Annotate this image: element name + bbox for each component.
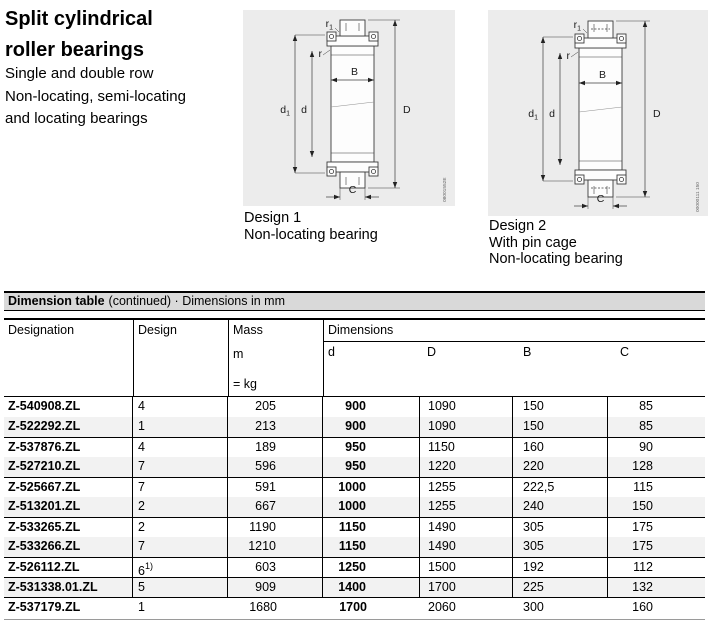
cell-D: 1255	[420, 478, 513, 497]
cell-C: 160	[632, 600, 653, 614]
figure2-caption-line: Non-locating bearing	[489, 251, 623, 267]
cell-D: 2060	[428, 600, 456, 614]
table-row	[4, 437, 705, 457]
header-mass: Mass	[233, 323, 263, 337]
table-row	[4, 477, 705, 497]
figure1-caption-line: Non-locating bearing	[244, 226, 378, 243]
cell-designation: Z-537179.ZL	[8, 600, 81, 614]
table-row	[4, 397, 705, 417]
cell-designation: Z-531338.01.ZL	[4, 578, 133, 597]
cell-design: 2	[133, 497, 228, 517]
table-row	[4, 417, 705, 437]
figure1-caption	[244, 210, 378, 243]
cell-D: 1090	[420, 417, 513, 437]
cell-design: 4	[133, 438, 228, 457]
cell-C: 115	[633, 480, 653, 494]
cell-design: 7	[133, 537, 228, 557]
table-bottom-rule	[4, 619, 705, 620]
table-header	[4, 318, 705, 396]
cell-designation: Z-537876.ZL	[4, 438, 133, 457]
cell-D: 1490	[420, 518, 513, 537]
cell-d: 950	[323, 438, 420, 457]
cell-C: 85	[639, 419, 653, 433]
figure-watermark-id: 08001552E	[443, 177, 448, 202]
cell-designation: Z-533266.ZL	[4, 537, 133, 557]
cell-d: 900	[323, 397, 420, 417]
design-footnote-marker: 1)	[144, 561, 153, 571]
cell-designation: Z-522292.ZL	[4, 417, 133, 437]
cell-d: 1700	[339, 600, 367, 614]
cell-C: 150	[632, 499, 653, 513]
column-divider	[323, 320, 324, 396]
cell-d: 1000	[323, 497, 420, 517]
dimensions-underline	[323, 341, 705, 342]
table-row	[4, 457, 705, 477]
cell-B: 220	[513, 457, 608, 477]
cell-B: 225	[513, 578, 608, 597]
cell-d: 1150	[323, 537, 420, 557]
cell-mass: 596	[228, 457, 323, 477]
cell-mass: 591	[228, 478, 323, 497]
table-row	[4, 597, 705, 617]
table-row	[4, 497, 705, 517]
table-row	[4, 577, 705, 597]
header-designation: Designation	[8, 323, 75, 337]
cell-designation: Z-540908.ZL	[4, 397, 133, 417]
cell-B: 240	[513, 497, 608, 517]
cell-D: 1490	[420, 537, 513, 557]
cell-C: 175	[632, 539, 653, 553]
cell-d: 1000	[323, 478, 420, 497]
svg-text:r: r	[566, 50, 570, 62]
cell-d: 1400	[323, 578, 420, 597]
cell-designation: Z-525667.ZL	[4, 478, 133, 497]
cell-C: 85	[639, 399, 653, 413]
cell-mass: 189	[228, 438, 323, 457]
bearing-diagram-design-2	[488, 10, 708, 216]
column-divider	[228, 320, 229, 396]
svg-text:C: C	[348, 184, 357, 196]
page-title-line2: roller bearings	[5, 39, 144, 61]
table-body	[4, 396, 705, 617]
cell-design: 6$^{1)}$	[133, 558, 228, 577]
cell-design: 4	[133, 397, 228, 417]
cell-designation: Z-513201.ZL	[4, 497, 133, 517]
header-mass-unit: = kg	[233, 377, 257, 391]
svg-text:r: r	[318, 48, 322, 60]
table-row	[4, 557, 705, 577]
table-row	[4, 517, 705, 537]
cell-mass: 1210	[228, 537, 323, 557]
header-mass-symbol: m	[233, 347, 244, 361]
cell-B: 300	[523, 600, 544, 614]
header-dimensions: Dimensions	[328, 323, 394, 337]
cell-B: 222,5	[513, 478, 608, 497]
cell-mass: 667	[228, 497, 323, 517]
cell-design: 1	[133, 417, 228, 437]
cell-B: 305	[513, 518, 608, 537]
cell-design: 2	[133, 518, 228, 537]
cell-D: 1500	[420, 558, 513, 577]
figure-panel-design-2	[488, 10, 708, 216]
svg-text:d1: $d_1$	[528, 108, 538, 122]
cell-mass: 213	[228, 417, 323, 437]
cell-C: 90	[639, 440, 653, 454]
figure2-caption-line: Design 2	[489, 218, 547, 234]
svg-text:d1: $d_1$	[280, 104, 290, 118]
cell-D: 1090	[420, 397, 513, 417]
cell-designation: Z-527210.ZL	[4, 457, 133, 477]
band-title: Dimension table	[8, 294, 105, 308]
cell-d: 950	[323, 457, 420, 477]
cell-d: 900	[323, 417, 420, 437]
figure-panel-design-1	[243, 10, 455, 206]
cell-C: 128	[632, 459, 653, 473]
cell-mass: 1190	[228, 518, 323, 537]
cell-mass: 603	[228, 558, 323, 577]
cell-C: 175	[632, 520, 653, 534]
cell-design: 7	[133, 457, 228, 477]
cell-B: 192	[513, 558, 608, 577]
cell-designation: Z-526112.ZL	[4, 558, 133, 577]
dimension-table-band	[4, 291, 705, 311]
header-design: Design	[138, 323, 177, 337]
svg-text:B: B	[350, 66, 359, 78]
svg-text:D: D	[403, 104, 411, 116]
figure1-caption-line: Design 1	[244, 210, 302, 226]
cell-mass: 205	[228, 397, 323, 417]
cell-design: 1	[138, 600, 145, 614]
cell-design: 5	[133, 578, 228, 597]
subtitle-line: Non-locating, semi-locating	[5, 87, 186, 105]
page-title-line1: Split cylindrical	[5, 8, 153, 30]
cell-C: 132	[632, 580, 653, 594]
cell-D: 1150	[420, 438, 513, 457]
cell-B: 150	[513, 417, 608, 437]
header-C: C	[620, 345, 630, 359]
svg-text:C: C	[596, 193, 605, 205]
cell-d: 1150	[323, 518, 420, 537]
bearing-diagram-design-1	[243, 10, 455, 206]
cell-d: 1250	[323, 558, 420, 577]
svg-text:r1: $r_1$	[325, 18, 333, 32]
subtitle-line: and locating bearings	[5, 110, 148, 127]
subtitle-line: Single and double row	[5, 65, 154, 82]
svg-text:d: d	[301, 104, 307, 116]
svg-text:r1: $r_1$	[573, 19, 581, 33]
cell-designation: Z-533265.ZL	[4, 518, 133, 537]
column-divider	[133, 320, 134, 396]
cell-mass: 909	[228, 578, 323, 597]
cell-mass: 1680	[249, 600, 277, 614]
figure2-caption	[489, 218, 623, 268]
cell-D: 1255	[420, 497, 513, 517]
figure-watermark-id: 00000111 150	[696, 182, 701, 212]
cell-C: 112	[633, 560, 653, 574]
svg-text:B: B	[598, 69, 607, 81]
cell-B: 305	[513, 537, 608, 557]
cell-B: 150	[513, 397, 608, 417]
figure2-caption-line: With pin cage	[489, 234, 577, 251]
cell-design: 7	[133, 478, 228, 497]
header-D: D	[427, 345, 437, 359]
cell-D: 1700	[420, 578, 513, 597]
page-title	[5, 4, 153, 66]
table-row	[4, 537, 705, 557]
header-B: B	[523, 345, 532, 359]
svg-text:d: d	[549, 108, 555, 120]
band-subtitle: (continued) · Dimensions in mm	[108, 294, 285, 308]
cell-B: 160	[513, 438, 608, 457]
svg-text:D: D	[653, 108, 661, 120]
header-d: d	[328, 345, 335, 359]
page-subtitle	[5, 63, 186, 131]
cell-D: 1220	[420, 457, 513, 477]
